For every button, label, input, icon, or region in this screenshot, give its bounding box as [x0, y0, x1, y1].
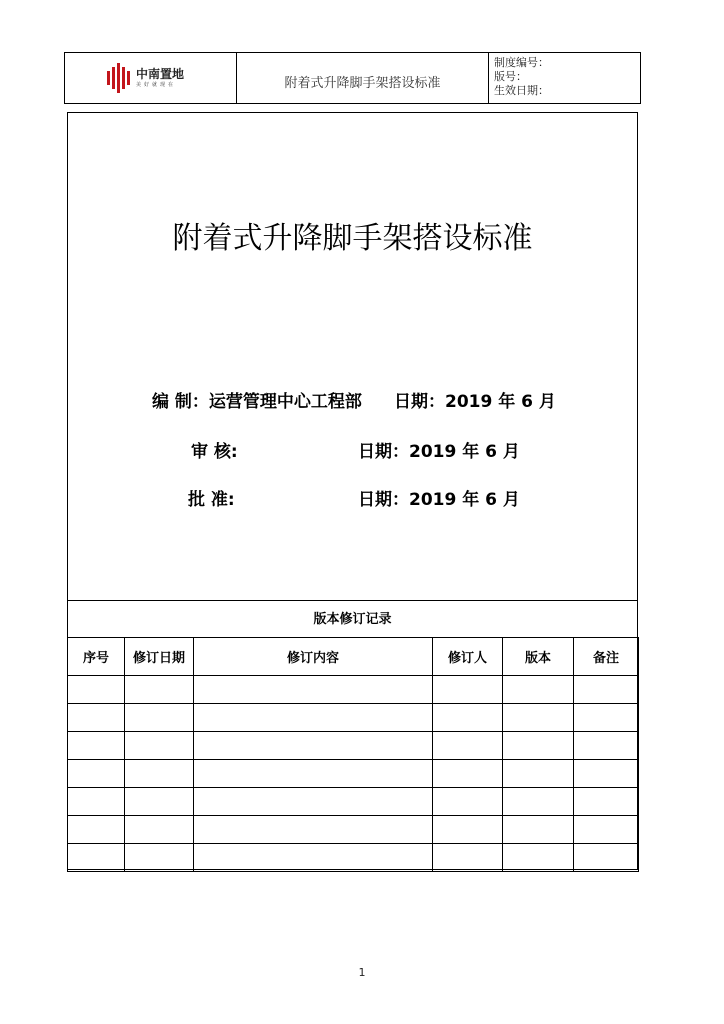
table-cell	[574, 732, 639, 760]
table-cell	[503, 676, 574, 704]
table-cell	[433, 732, 503, 760]
page-number: 1	[358, 966, 366, 979]
table-cell	[68, 760, 125, 788]
table-cell	[68, 844, 125, 872]
table-row	[68, 844, 639, 872]
table-row	[68, 788, 639, 816]
version-label: 版号：	[494, 70, 527, 83]
table-cell	[125, 676, 194, 704]
table-cell	[503, 844, 574, 872]
document-header	[64, 52, 641, 104]
table-cell	[68, 732, 125, 760]
logo-bars-icon	[107, 63, 130, 93]
table-cell	[68, 816, 125, 844]
table-cell	[194, 816, 433, 844]
doc-number-label: 制度编号：	[494, 56, 549, 69]
table-cell	[574, 676, 639, 704]
compile-label: 编 制：	[152, 392, 209, 412]
table-cell	[125, 760, 194, 788]
header-meta	[489, 53, 640, 103]
table-cell	[68, 788, 125, 816]
table-cell	[194, 732, 433, 760]
table-row	[68, 760, 639, 788]
revision-rows	[68, 676, 639, 872]
table-row	[68, 704, 639, 732]
effective-date-label: 生效日期：	[494, 84, 549, 97]
col-header: 备注	[574, 638, 639, 676]
logo-slogan: 美好就现在	[136, 82, 177, 88]
table-cell	[433, 704, 503, 732]
table-cell	[125, 816, 194, 844]
review-label: 审 核:	[191, 442, 238, 462]
col-header: 修订人	[433, 638, 503, 676]
table-cell	[194, 844, 433, 872]
compile-date: 日期：2019 年 6 月	[394, 392, 556, 412]
approve-label: 批 准:	[188, 490, 235, 510]
table-cell	[125, 732, 194, 760]
table-cell	[574, 704, 639, 732]
company-logo	[65, 53, 237, 103]
review-date: 日期：2019 年 6 月	[358, 442, 520, 462]
table-cell	[194, 704, 433, 732]
table-cell	[194, 788, 433, 816]
header-doc-title: 附着式升降脚手架搭设标准	[237, 53, 489, 103]
table-cell	[125, 844, 194, 872]
col-header: 序号	[68, 638, 125, 676]
table-cell	[574, 760, 639, 788]
table-cell	[503, 732, 574, 760]
table-cell	[574, 816, 639, 844]
table-cell	[433, 760, 503, 788]
col-header: 修订日期	[125, 638, 194, 676]
table-cell	[503, 788, 574, 816]
table-cell	[194, 676, 433, 704]
table-cell	[194, 760, 433, 788]
revision-table	[67, 637, 639, 872]
table-cell	[433, 816, 503, 844]
col-header: 版本	[503, 638, 574, 676]
table-cell	[125, 788, 194, 816]
table-row	[68, 676, 639, 704]
table-cell	[574, 788, 639, 816]
col-header: 修订内容	[194, 638, 433, 676]
table-cell	[574, 844, 639, 872]
table-row	[68, 732, 639, 760]
table-cell	[433, 676, 503, 704]
revision-header-row	[68, 638, 639, 676]
table-cell	[503, 704, 574, 732]
table-cell	[68, 704, 125, 732]
table-cell	[433, 788, 503, 816]
compile-value: 运营管理中心工程部	[208, 392, 362, 412]
compile-line	[152, 387, 362, 412]
logo-name: 中南置地	[136, 67, 185, 81]
page-title: 附着式升降脚手架搭设标准	[172, 221, 533, 256]
table-cell	[503, 760, 574, 788]
table-row	[68, 816, 639, 844]
table-cell	[433, 844, 503, 872]
table-cell	[68, 676, 125, 704]
table-cell	[503, 816, 574, 844]
table-cell	[125, 704, 194, 732]
revision-title: 版本修订记录	[68, 600, 637, 637]
cover-frame	[67, 112, 638, 870]
approve-date: 日期：2019 年 6 月	[358, 490, 520, 510]
